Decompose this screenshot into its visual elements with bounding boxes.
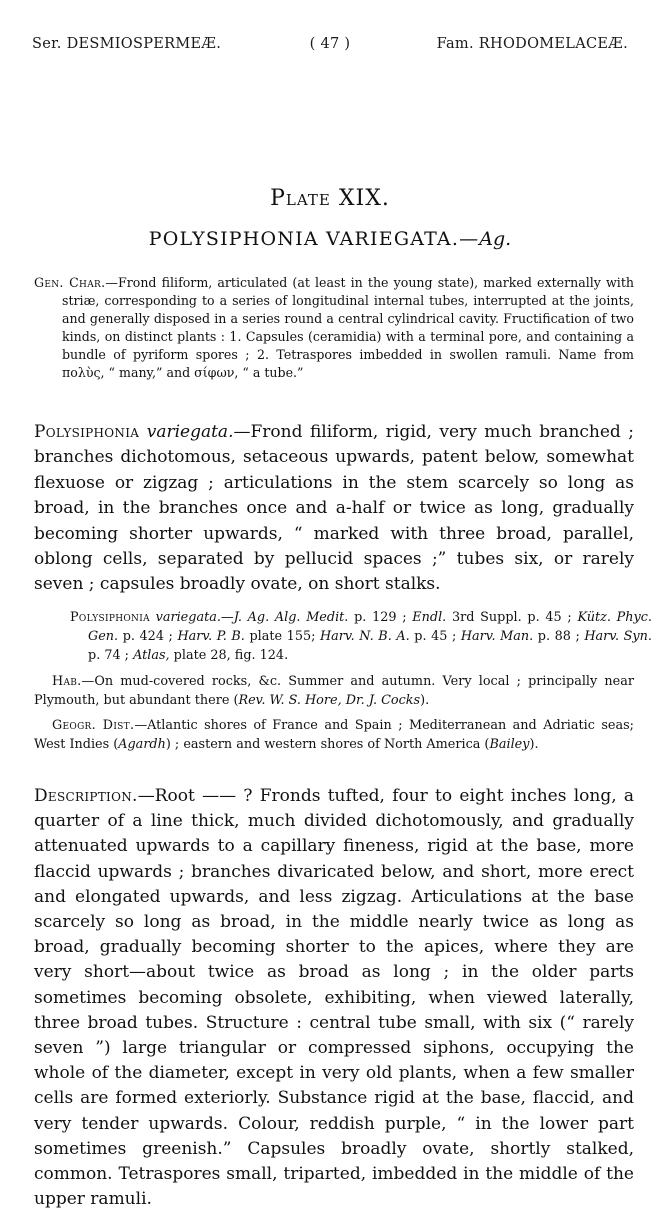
distribution-label: Geogr. Dist. [52, 718, 135, 733]
description-paragraph [34, 784, 634, 1212]
habitat-text-2: ). [420, 693, 430, 708]
refs-part-12: p. 88 ; [533, 629, 585, 644]
refs-part-7: Harv. P. B. [177, 629, 245, 644]
distribution-authority-2: Bailey [489, 737, 530, 752]
distribution-text-3: ). [529, 737, 539, 752]
species-name: POLYSIPHONIA VARIEGATA.— [148, 228, 480, 250]
diagnosis-genus-label: Polysiphonia [34, 422, 140, 442]
refs-part-8: plate 155; [244, 629, 320, 644]
refs-genus-label: Polysiphonia [70, 610, 150, 625]
running-header [32, 36, 628, 60]
habitat-collectors: Rev. W. S. Hore, Dr. J. Cocks [238, 693, 421, 708]
refs-part-3: Endl. [412, 610, 447, 625]
species-author: Ag. [479, 228, 512, 250]
description-text: —Root —— ? Fronds tufted, four to eight inches long, a quarter of a line thick, much divided dichotomously, and gradually attenuated upwards to a capillary fineness, rigid at the base, more flaccid upwards ; branches divaricated below, and short, more erect and elongated upwards, and less zigzag. Articulations at the base scarcely so long as broad, in the middle nearly twice as long as broad, gradually becoming shorter to the apices, where they are very short—about twice as broad as long ; in the older parts sometimes becoming obsolete, exhibiting, when viewed laterally, three broad tubes. Structure : central tube small, with six (“ rarely seven ”) large triangular or compressed siphons, occupying the whole of the diameter, except in very old plants, when a few smaller cells are formed exteriorly. Substance rigid at the base, flaccid, and very tender upwards. Colour, reddish purple, “ in the lower part sometimes greenish.” Capsules broadly ovate, shortly stalked, common. Tetraspores small, triparted, imbedded in the middle of the upper ramuli. [34, 786, 634, 1210]
genus-character-text: —Frond filiform, articulated (at least in the young state), marked externally with striæ, corresponding to a series of longitudinal internal tubes, interrupted at the joints, and generally disposed in a series round a central cylindrical cavity. Fructification of two kinds, on distinct plants : 1. Capsules (ceramidia) with a terminal pore, and containing a bundle of pyriform spores ; 2. Tetraspores imbedded in swollen ramuli. Name from πολὺς, “ many,” and σίφων, “ a tube.” [62, 275, 634, 380]
header-family: Fam. RHODOMELACEÆ. [436, 36, 628, 52]
distribution-authority-1: Agardh [118, 737, 166, 752]
distribution-text-1: —Atlantic shores of France and Spain ; Mediterranean and Adriatic seas; West Indies ( [34, 718, 634, 752]
description-label: Description. [34, 786, 138, 806]
refs-part-5: Kütz. Phyc. Gen. [88, 610, 652, 644]
diagnosis-text: —Frond filiform, rigid, very much branched ; branches dichotomous, setaceous upwards, patent below, somewhat flexuose or zigzag ; articulations in the stem scarcely so long as broad, in the branches once and a-half or twice as long, gradually becoming shorter upwards, “ marked with three broad, parallel, oblong cells, separated by pellucid spaces ;” tubes six, or rarely seven ; capsules broadly ovate, on short stalks. [34, 422, 634, 595]
distribution-paragraph [34, 716, 634, 754]
page-number: ( 47 ) [309, 36, 351, 52]
refs-part-14: p. 74 ; [88, 648, 134, 663]
refs-part-10: p. 45 ; [409, 629, 461, 644]
distribution-text-2: ) ; eastern and western shores of North America ( [165, 737, 490, 752]
genus-character-label: Gen. Char. [34, 275, 106, 290]
habitat-paragraph [34, 672, 634, 710]
refs-part-4: 3rd Suppl. p. 45 ; [446, 610, 578, 625]
synonymy-references [70, 608, 652, 665]
refs-part-9: Harv. N. B. A. [320, 629, 410, 644]
habitat-label: Hab. [52, 674, 82, 689]
refs-part-1: variegata.—J. Ag. Alg. Medit. [155, 610, 349, 625]
header-series: Ser. DESMIOSPERMEÆ. [32, 36, 222, 52]
genus-character-paragraph [34, 274, 634, 382]
refs-part-6: p. 424 ; [118, 629, 178, 644]
diagnosis-species-label: variegata. [146, 422, 234, 442]
species-diagnosis-paragraph [34, 420, 634, 598]
refs-part-15: Atlas, [133, 648, 170, 663]
refs-part-13: Harv. Syn. [584, 629, 652, 644]
species-title [0, 228, 660, 250]
refs-part-16: plate 28, fig. 124. [169, 648, 289, 663]
refs-part-11: Harv. Man. [460, 629, 534, 644]
refs-part-2: p. 129 ; [348, 610, 413, 625]
plate-title: Plate XIX. [270, 186, 390, 211]
habitat-text-1: —On mud-covered rocks, &c. Summer and autumn. Very local ; principally near Plymouth, but abundant there ( [34, 674, 634, 708]
